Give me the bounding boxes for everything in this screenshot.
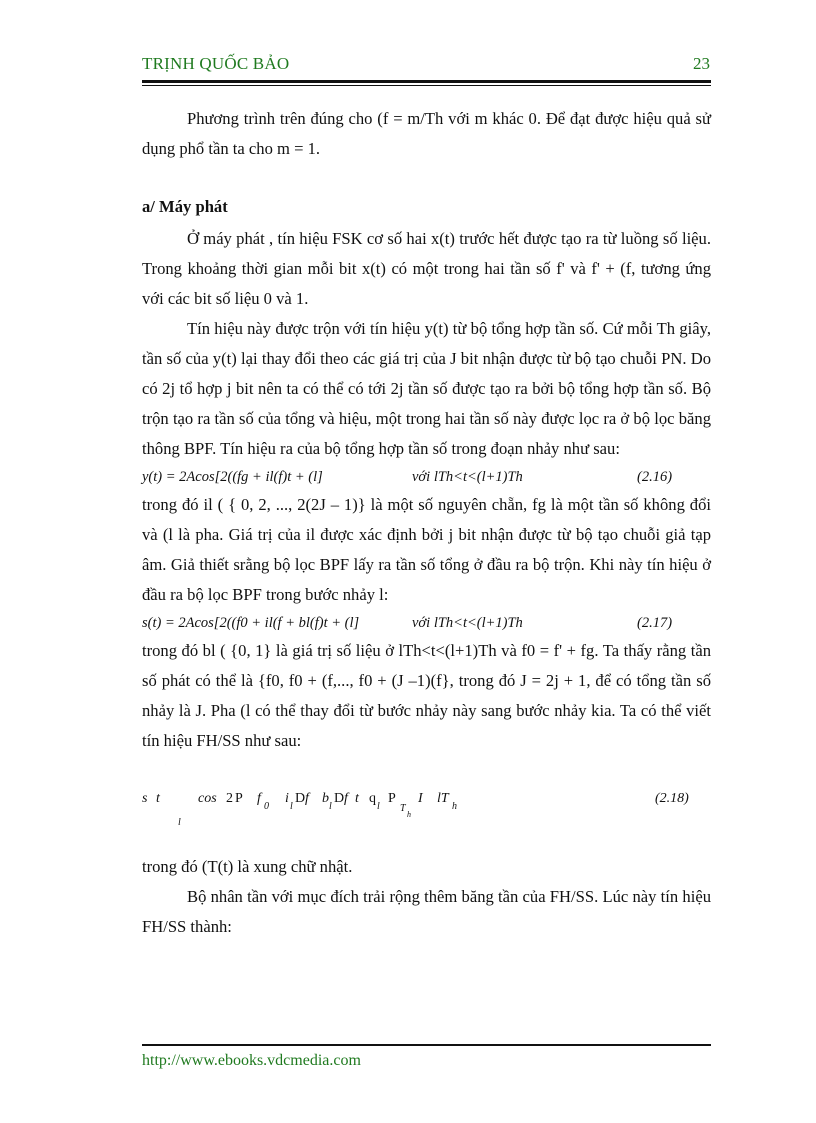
eq-rect-pulse: P xyxy=(388,791,396,806)
eq-pi: P xyxy=(235,791,243,806)
eq-cos: cos xyxy=(198,791,217,806)
footer-url[interactable]: http://www.ebooks.vdcmedia.com xyxy=(142,1052,361,1069)
eq-delta-2: D xyxy=(334,791,345,806)
paragraph-5: trong đó bl ( {0, 1} là giá trị số liệu ở lTh<t<(l+1)Th và f0 = f' + fg. Ta thấy rằng tần số phát có thể là {f0, f0 + (f,..., f0 + (J –1)(f}, trong đó J = 2j + 1, để có tổng tần số nhảy là J. Pha (l có thể thay đổi từ bước nhảy này sang bước nhảy kia. Ta có thể viết tín hiệu FH/SS như sau: xyxy=(142,641,711,750)
eq-theta-sub: l xyxy=(377,801,380,812)
eq-lT: lT xyxy=(437,791,449,806)
page-body xyxy=(142,104,711,942)
paragraph-3: Tín hiệu này được trộn với tín hiệu y(t) từ bộ tổng hợp tần số. Cứ mỗi Th giây, tần số của y(t) lại thay đổi theo các giá trị của J bit nhận được từ bộ tạo chuỗi PN. Do có 2j tổ hợp j bit nên ta có thể có tới 2j tần số được tạo ra bởi bộ tổng hợp tần số. Bộ trộn tạo ra tần số của tổng và hiệu, một trong hai tần số này được lọc ra ở bộ lọc băng thông BPF. Tín hiệu ra của bộ tổng hợp tần số trong đoạn nhảy như sau: xyxy=(142,319,711,458)
paragraph-1: Phương trình trên đúng cho (f = m/Th với m khác 0. Để đạt được hiệu quả sử dụng phổ tần ta cho m = 1. xyxy=(142,109,711,158)
eq-i-sub: l xyxy=(290,801,293,812)
page-number: 23 xyxy=(693,54,710,73)
paragraph-6: trong đó (T(t) là xung chữ nhật. xyxy=(142,857,353,876)
eq-delta-f-2: f xyxy=(344,791,348,806)
footer-rule xyxy=(142,1044,711,1046)
eq-lT-sub: h xyxy=(452,801,457,812)
eq-tt: t xyxy=(355,791,359,806)
equation-number: (2.16) xyxy=(637,469,673,485)
equation-condition: với lTh<t<(l+1)Th xyxy=(412,615,523,631)
equation-2-16 xyxy=(142,464,711,490)
eq-sum-index: l xyxy=(178,817,181,828)
eq-f: f xyxy=(257,791,261,806)
section-heading: a/ Máy phát xyxy=(142,197,228,216)
equation-number: (2.18) xyxy=(655,791,689,806)
eq-s: s xyxy=(142,791,148,806)
equation-expression: y(t) = 2Acos[2((fg + il(f)t + (l] xyxy=(142,469,323,485)
eq-t: t xyxy=(156,791,160,806)
equation-expression: s(t) = 2Acos[2((f0 + il(f + bl(f)t + (l] xyxy=(142,615,360,631)
eq-delta: D xyxy=(295,791,306,806)
header-rule xyxy=(142,80,711,83)
eq-i: i xyxy=(285,791,289,806)
eq-b-sub: l xyxy=(329,801,332,812)
header-rule-thin xyxy=(142,85,711,86)
equation-condition: với lTh<t<(l+1)Th xyxy=(412,469,523,485)
eq-T: T xyxy=(400,803,406,814)
running-header-author: TRỊNH QUỐC BẢO xyxy=(142,54,290,73)
eq-two: 2 xyxy=(226,791,233,806)
eq-T-sub: h xyxy=(407,810,411,819)
equation-number: (2.17) xyxy=(637,615,673,631)
paragraph-4: trong đó il ( { 0, 2, ..., 2(2J – 1)} là một số nguyên chẵn, fg là một tần số không đổi và (l là pha. Giá trị của il được xác định bởi j bit nhận được từ bộ tạo chuỗi giả tạp âm. Giả thiết srằng bộ lọc BPF lấy ra tần số tổng ở đầu ra bộ trộn. Khi này tín hiệu ở đầu ra bộ lọc BPF trong bước nhảy l: xyxy=(142,495,711,604)
eq-theta: q xyxy=(369,791,376,806)
eq-f-sub: 0 xyxy=(264,801,269,812)
eq-delta-f: f xyxy=(305,791,309,806)
paragraph-7: Bộ nhân tần với mục đích trải rộng thêm băng tần của FH/SS. Lúc này tín hiệu FH/SS thành: xyxy=(142,887,711,936)
equation-2-18 xyxy=(142,756,711,848)
eq-b: b xyxy=(322,791,329,806)
paragraph-2: Ở máy phát , tín hiệu FSK cơ số hai x(t) trước hết được tạo ra từ luồng số liệu. Trong khoảng thời gian mỗi bit x(t) có một trong hai tần số f' và f' + (f, tương ứng với các bit số liệu 0 và 1. xyxy=(142,229,711,308)
eq-I: I xyxy=(418,791,423,806)
equation-2-17 xyxy=(142,610,711,636)
